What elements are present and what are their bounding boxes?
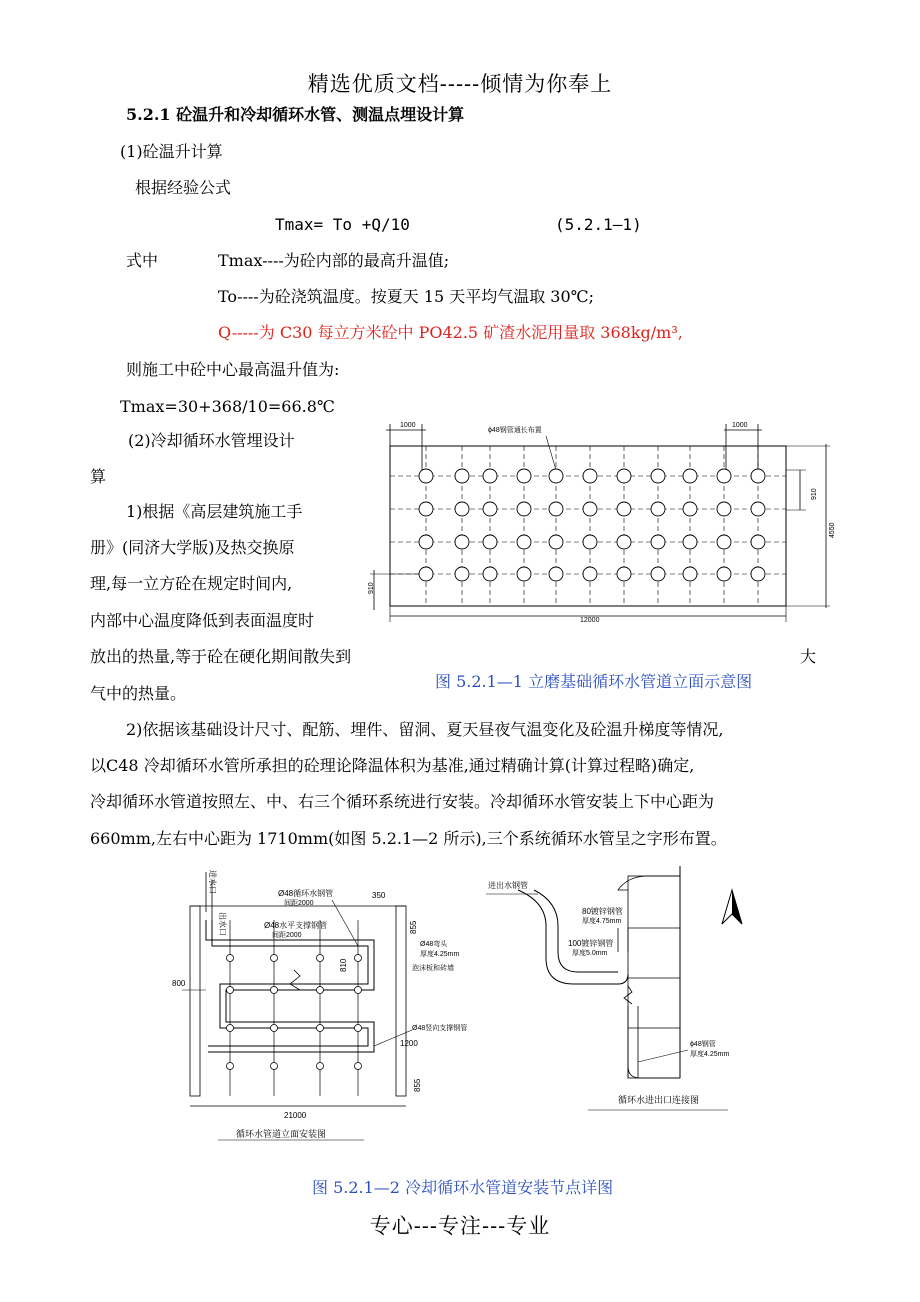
pipe-100-thickness: 厚度5.0mm xyxy=(572,950,608,957)
inout-pipe-label: 进出水钢管 xyxy=(488,881,528,890)
definition-to: To----为砼浇筑温度。按夏天 15 天平均气温取 30℃; xyxy=(218,287,594,306)
figure2-right-drawing xyxy=(478,866,798,1116)
elbow-label: Ø48弯头 xyxy=(420,941,448,948)
section-title: 5.2.1 砼温升和冷却循环水管、测温点埋设计算 xyxy=(126,105,465,124)
figure2-caption: 图 5.2.1—2 冷却循环水管道安装节点详图 xyxy=(312,1178,614,1197)
definition-q: Q-----为 C30 每立方米砼中 PO42.5 矿渣水泥用量取 368kg/m³, xyxy=(218,323,683,342)
pipe-48-thickness: 厚度4.25mm xyxy=(690,1051,730,1058)
dim-810: 810 xyxy=(339,958,348,972)
figure1-caption: 图 5.2.1—1 立磨基础循环水管道立面示意图 xyxy=(435,672,753,691)
subsection-2-line2: 算 xyxy=(90,467,107,486)
dim-21000: 21000 xyxy=(284,1111,307,1120)
dim-855-bottom: 855 xyxy=(413,1078,422,1092)
inout-pipe xyxy=(518,890,628,984)
vert-support-label: Ø48竖向支撑钢管 xyxy=(412,1025,468,1032)
pipe-100-label: 100镀锌钢管 xyxy=(568,939,614,948)
pipe-label: ϕ48钢管通长布置 xyxy=(488,427,542,434)
page-footer: 专心---专注---专业 xyxy=(369,1214,551,1238)
dim-width: 12000 xyxy=(580,617,600,624)
dim-350: 350 xyxy=(372,891,386,900)
dim-1200: 1200 xyxy=(400,1039,418,1048)
para1-line6: 气中的热量。 xyxy=(90,684,187,703)
formula: Tmax= To +Q/10 xyxy=(275,215,410,234)
para2-line1: 2)依据该基础设计尺寸、配筋、埋件、留洞、夏天昼夜气温变化及砼温升梯度等情况, xyxy=(126,720,724,739)
dim-right-910: 910 xyxy=(811,488,818,500)
dim-800: 800 xyxy=(172,979,186,988)
elbow-thickness: 厚度4.25mm xyxy=(420,951,460,958)
pipe-circles xyxy=(419,469,765,581)
pipe-80-label: 80镀锌钢管 xyxy=(582,907,623,916)
para1-line3: 理,每一立方砼在规定时间内, xyxy=(90,574,293,593)
horiz-support-spacing: 间距2000 xyxy=(272,932,302,939)
dim-left-910: 910 xyxy=(368,582,375,594)
subsection-1: (1)砼温升计算 xyxy=(120,142,223,161)
para2-line3: 冷却循环水管道按照左、中、右三个循环系统进行安装。冷却循环水管安装上下中心距为 xyxy=(90,792,715,811)
figure2-left-drawing xyxy=(168,860,468,1150)
result-intro: 则施工中砼中心最高温升值为: xyxy=(126,360,340,379)
para2-line4: 660mm,左右中心距为 1710mm(如图 5.2.1—2 所示),三个系统循环水管呈之字形布置。 xyxy=(90,829,727,848)
result-formula: Tmax=30+368/10=66.8℃ xyxy=(120,397,335,416)
circ-pipe-label: Ø48循环水钢管 xyxy=(278,889,334,898)
para1-line4: 内部中心温度降低到表面温度时 xyxy=(90,611,315,630)
formula-number: (5.2.1—1) xyxy=(555,215,642,234)
para1-da: 大 xyxy=(800,647,817,666)
page-header: 精选优质文档-----倾情为你奉上 xyxy=(307,72,613,96)
definition-tmax: Tmax----为砼内部的最高升温值; xyxy=(218,251,450,270)
formula-intro: 根据经验公式 xyxy=(135,178,232,197)
where-label: 式中 xyxy=(126,251,159,270)
para1-line2: 册》(同济大学版)及热交换原 xyxy=(90,538,295,557)
left-figure-title: 循环水管道立面安装图 xyxy=(236,1129,327,1139)
dim-855-top: 855 xyxy=(409,920,418,934)
para1-line5: 放出的热量,等于砼在硬化期间散失到 xyxy=(90,647,352,666)
dim-left-top: 1000 xyxy=(400,422,416,429)
inlet-label: 进水口 xyxy=(208,870,217,894)
right-figure-title: 循环水进出口连接图 xyxy=(618,1095,700,1105)
pipe-48-label: ϕ48钢管 xyxy=(690,1041,716,1048)
figure1-drawing xyxy=(360,410,840,628)
subsection-2-line1: (2)冷却循环水管埋设计 xyxy=(128,431,295,450)
horiz-support-label: Ø48水平支撑钢管 xyxy=(264,921,328,930)
foam-brick-label: 泡沫板和砖墙 xyxy=(412,965,454,972)
pipe-80-thickness: 厚度4.75mm xyxy=(582,918,622,925)
dim-height: 4550 xyxy=(829,522,836,538)
para1-line1: 1)根据《高层建筑施工手 xyxy=(126,502,303,521)
circ-pipe-spacing: 间距2000 xyxy=(284,900,314,907)
outlet-label: 出水口 xyxy=(218,912,227,936)
para2-line2: 以Ⅽ48 冷却循环水管所承担的砼理论降温体积为基准,通过精确计算(计算过程略)确定, xyxy=(90,756,695,775)
dim-right-top: 1000 xyxy=(732,422,748,429)
